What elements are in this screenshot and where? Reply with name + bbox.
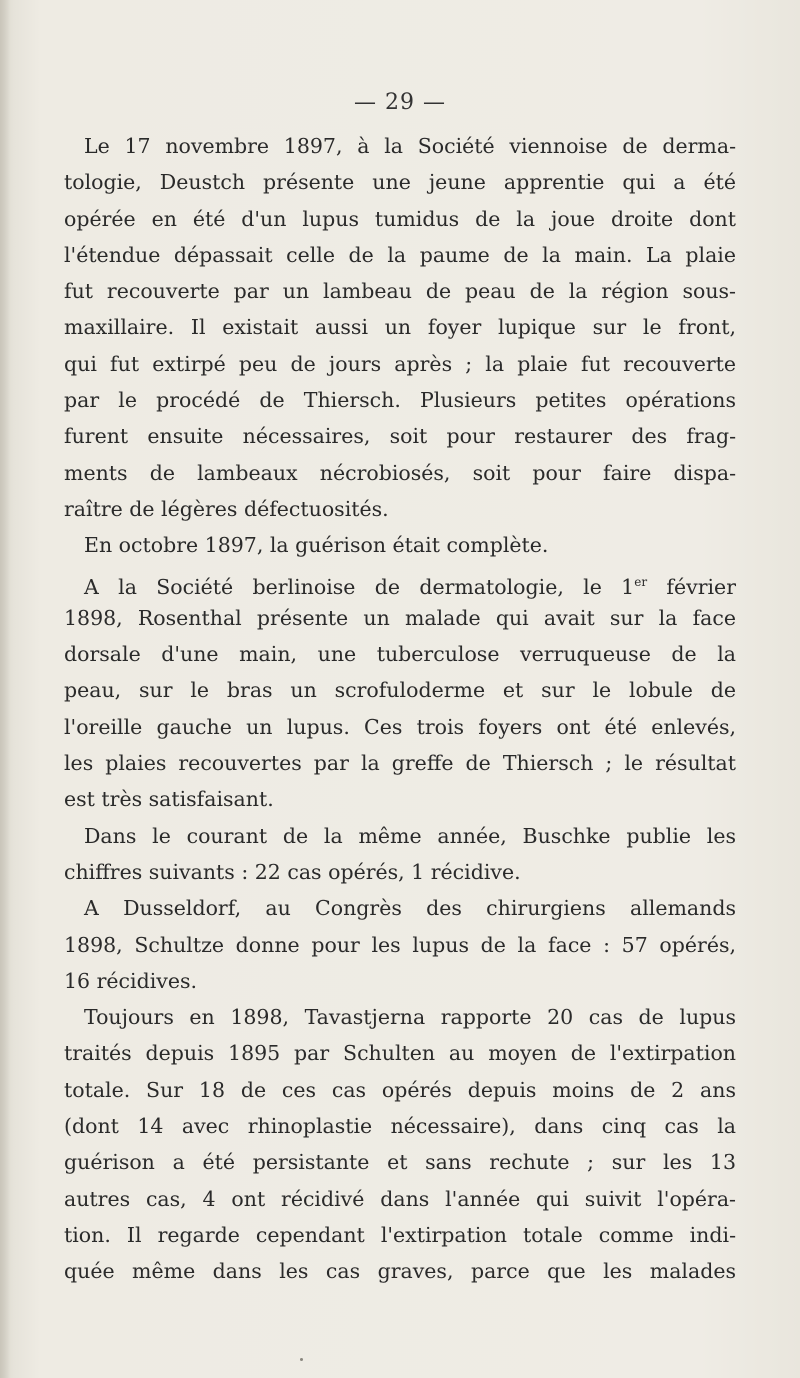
text-line: tologie, Deustch présente une jeune apprentie qui a été xyxy=(64,170,736,195)
text-line: guérison a été persistante et sans rechute ; sur les 13 xyxy=(64,1150,736,1175)
text-line: En octobre 1897, la guérison était complète. xyxy=(84,533,549,558)
text-line: Dans le courant de la même année, Buschke publie les xyxy=(84,823,736,848)
text-line: fut recouverte par un lambeau de peau de la région sous- xyxy=(64,279,736,304)
text-line: traités depuis 1895 par Schulten au moyen de l'extirpation xyxy=(64,1041,736,1066)
text-line: chiffres suivants : 22 cas opérés, 1 récidive. xyxy=(64,859,521,884)
text-line: par le procédé de Thiersch. Plusieurs petites opérations xyxy=(64,388,736,413)
text-line: A Dusseldorf, au Congrès des chirurgiens allemands xyxy=(84,896,736,921)
text-line: totale. Sur 18 de ces cas opérés depuis moins de 2 ans xyxy=(64,1077,736,1102)
text-line: 1898, Rosenthal présente un malade qui avait sur la face xyxy=(64,605,736,630)
text-line: qui fut extirpé peu de jours après ; la plaie fut recouverte xyxy=(64,351,736,376)
text-line: autres cas, 4 ont récidivé dans l'année qui suivit l'opéra- xyxy=(64,1186,736,1211)
text-line: Toujours en 1898, Tavastjerna rapporte 20 cas de lupus xyxy=(84,1005,736,1030)
text-line: maxillaire. Il existait aussi un foyer lupique sur le front, xyxy=(64,315,736,340)
page-edge-shadow xyxy=(0,0,10,1378)
body-text xyxy=(64,128,736,1290)
text-line: (dont 14 avec rhinoplastie nécessaire), dans cinq cas la xyxy=(64,1114,736,1139)
paper-speck xyxy=(300,1358,303,1361)
text-line: furent ensuite nécessaires, soit pour restaurer des frag- xyxy=(64,424,736,449)
page-number: — 29 — xyxy=(354,90,446,115)
text-line: tion. Il regarde cependant l'extirpation totale comme indi- xyxy=(64,1222,736,1247)
text-line: l'oreille gauche un lupus. Ces trois foyers ont été enlevés, xyxy=(64,714,736,739)
text-line: opérée en été d'un lupus tumidus de la joue droite dont xyxy=(64,206,736,231)
text-line: raître de légères défectuosités. xyxy=(64,496,389,521)
text-line: 1898, Schultze donne pour les lupus de la face : 57 opérés, xyxy=(64,932,736,957)
text-line: 16 récidives. xyxy=(64,968,197,993)
text-line: Le 17 novembre 1897, à la Société viennoise de derma- xyxy=(84,134,736,158)
text-line: A la Société berlinoise de dermatologie, le 1er février xyxy=(84,574,736,599)
text-line: est très satisfaisant. xyxy=(64,787,274,812)
text-line: ments de lambeaux nécrobiosés, soit pour faire dispa- xyxy=(64,460,736,485)
text-line: l'étendue dépassait celle de la paume de la main. La plaie xyxy=(64,242,736,267)
text-line: quée même dans les cas graves, parce que les malades xyxy=(64,1259,736,1284)
text-line: dorsale d'une main, une tuberculose verruqueuse de la xyxy=(64,642,736,667)
text-line: peau, sur le bras un scrofuloderme et sur le lobule de xyxy=(64,678,736,703)
text-line: les plaies recouvertes par la greffe de Thiersch ; le résultat xyxy=(64,751,736,776)
